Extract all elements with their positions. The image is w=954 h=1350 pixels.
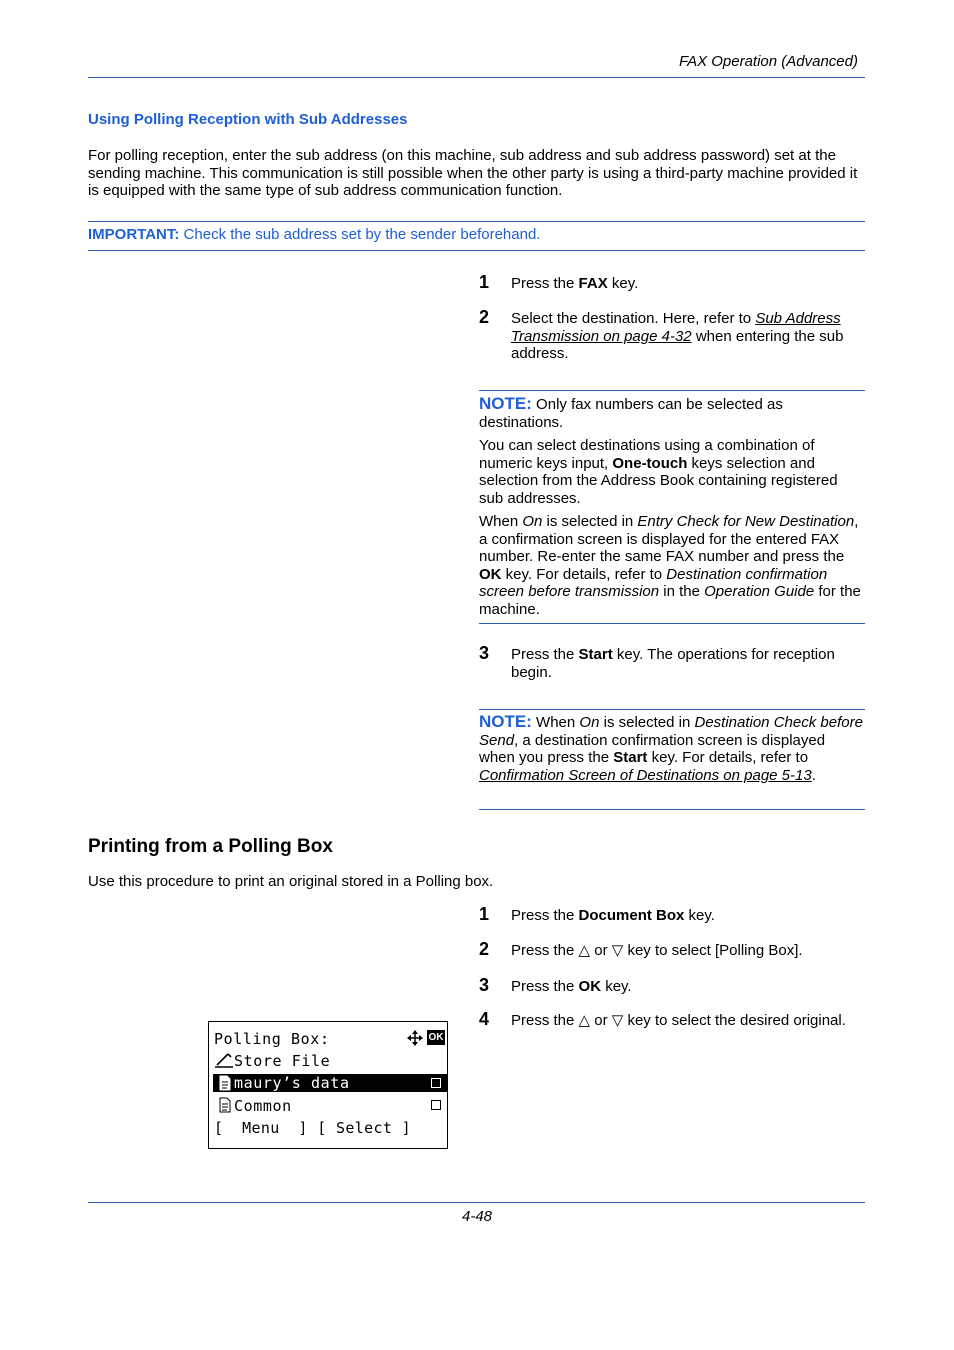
important-bottom-rule [88, 250, 865, 251]
step-number: 2 [479, 307, 490, 327]
confirmation-screen-link[interactable]: Confirmation Screen of Destinations on page 5-13 [479, 766, 812, 784]
note-bottom-rule [479, 623, 865, 624]
step-text: Press the Document Box key. [511, 907, 715, 924]
section-heading: Printing from a Polling Box [88, 836, 333, 857]
note-top-rule [479, 390, 865, 391]
important-top-rule [88, 221, 865, 222]
lcd-title: Polling Box: [214, 1030, 330, 1048]
note-paragraph: NOTE: Only fax numbers can be selected as destinations. [479, 394, 783, 431]
step-text: Press the Start key. The operations for reception begin. [511, 646, 835, 681]
step-text: Press the FAX key. [511, 275, 639, 292]
step-number: 2 [479, 939, 490, 959]
section-intro: For polling reception, enter the sub address (on this machine, sub address and sub address password) set at the sending machine. This communication is still possible when the other party is using a third-party machine provided it is equipped with the same type of sub address communication function. [88, 147, 858, 199]
step-text: Press the △ or ▽ key to select the desired original. [511, 1012, 846, 1029]
note-label: NOTE: [479, 712, 532, 731]
page-number: 4-48 [461, 1208, 493, 1225]
note-paragraph: You can select destinations using a combination of numeric keys input, One-touch keys selection and selection from the Address Book containing registered sub addresses. [479, 437, 838, 507]
header-rule [88, 77, 865, 78]
sub-address-link[interactable]: Sub Address Transmission on page 4-32 [511, 310, 841, 345]
note-box [479, 395, 865, 618]
lcd-screen [208, 1021, 448, 1149]
document-icon [218, 1075, 232, 1091]
note-box: NOTE: When On is selected in Destination Check before Send, a destination confirmation screen is displayed when you press the Start key. For details, refer to Confirmation Screen of Destinations on page 5-13. [479, 712, 863, 784]
lcd-row-store-file: Store File [234, 1052, 331, 1070]
note-paragraph: When On is selected in Entry Check for New Destination, a confirmation screen is displayed for the entered FAX number. Re-enter the same FAX number and press the OK key. For details, refer to Destination confirmation screen before transmission in the Operation Guide for the machine. [479, 513, 861, 618]
note-label: NOTE: [479, 394, 532, 413]
lcd-softkeys: [ Menu ] [ Select ] [214, 1119, 411, 1137]
running-header: FAX Operation (Advanced) [679, 53, 858, 70]
important-label: IMPORTANT: [88, 226, 180, 243]
lcd-checkbox [431, 1078, 441, 1088]
step-text: Press the OK key. [511, 978, 632, 995]
section-title: Using Polling Reception with Sub Addresses [88, 111, 408, 128]
step-number: 1 [479, 272, 490, 292]
document-icon [218, 1097, 232, 1113]
pencil-icon [214, 1051, 234, 1069]
section-intro: Use this procedure to print an original stored in a Polling box. [88, 873, 494, 890]
step-text: Select the destination. Here, refer to Sub Address Transmission on page 4-32 when entering the sub address. [511, 310, 844, 362]
lcd-row-common: Common [234, 1097, 292, 1115]
note-top-rule [479, 709, 865, 710]
important-notice [88, 226, 540, 243]
lcd-checkbox [431, 1100, 441, 1110]
note-bottom-rule [479, 809, 865, 810]
step-number: 3 [479, 643, 490, 663]
step-number: 4 [479, 1009, 490, 1029]
arrow-keys-icon [406, 1029, 424, 1047]
important-text: Check the sub address set by the sender beforehand. [179, 226, 541, 243]
step-number: 3 [479, 975, 490, 995]
ok-badge: OK [428, 1032, 444, 1043]
step-number: 1 [479, 904, 490, 924]
step-text: Press the △ or ▽ key to select [Polling Box]. [511, 942, 803, 959]
footer-rule [88, 1202, 865, 1203]
lcd-row-selected-file[interactable]: maury’s data [234, 1074, 350, 1092]
